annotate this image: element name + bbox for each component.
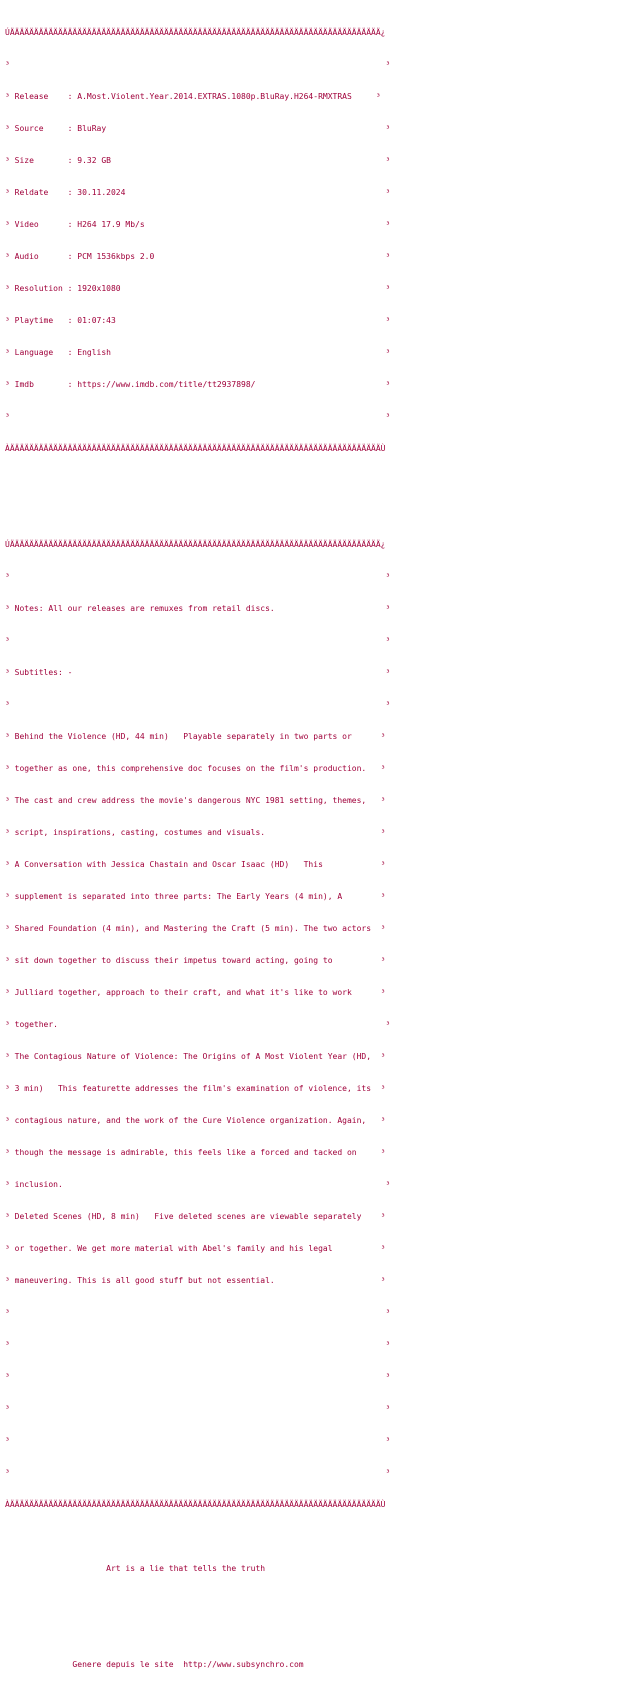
spacer-line (5, 1625, 390, 1641)
info-box-top-border: ÚÄÄÄÄÄÄÄÄÄÄÄÄÄÄÄÄÄÄÄÄÄÄÄÄÄÄÄÄÄÄÄÄÄÄÄÄÄÄÄÄÄÄÄÄÄÄÄÄÄÄÄÄÄÄÄÄÄÄÄÄÄÄÄÄÄÄÄÄÄÄÄÄÄÄÄÄÄ¿ (5, 28, 386, 37)
extras-description-line: ³ supplement is separated into three parts: The Early Years (4 min), A ³ (5, 892, 386, 901)
resolution-line: ³ Resolution : 1920x1080 ³ (5, 284, 391, 293)
video-line: ³ Video : H264 17.9 Mb/s ³ (5, 220, 391, 229)
notes-box-blank-line: ³ ³ (5, 1372, 391, 1381)
spacer-line (5, 505, 390, 521)
notes-box-blank-line: ³ ³ (5, 1308, 391, 1317)
size-line: ³ Size : 9.32 GB ³ (5, 156, 391, 165)
notes-box-blank-line: ³ ³ (5, 1468, 391, 1477)
notes-box-blank-line: ³ ³ (5, 1436, 391, 1445)
extras-description-line: ³ 3 min) This featurette addresses the film's examination of violence, its ³ (5, 1084, 386, 1093)
extras-description-line: ³ though the message is admirable, this feels like a forced and tacked on ³ (5, 1148, 386, 1157)
reldate-line: ³ Reldate : 30.11.2024 ³ (5, 188, 391, 197)
extras-description-line: ³ together as one, this comprehensive doc focuses on the film's production. ³ (5, 764, 386, 773)
info-box-blank-line: ³ ³ (5, 412, 391, 421)
imdb-line: ³ Imdb : https://www.imdb.com/title/tt2937898/ ³ (5, 380, 391, 389)
notes-box-blank-line: ³ ³ (5, 572, 391, 581)
extras-description-line: ³ Behind the Violence (HD, 44 min) Playable separately in two parts or ³ (5, 732, 386, 741)
nfo-text-block (5, 25, 390, 1689)
source-line: ³ Source : BluRay ³ (5, 124, 391, 133)
notes-line: ³ Notes: All our releases are remuxes from retail discs. ³ (5, 604, 391, 613)
spacer-line (5, 1529, 390, 1545)
playtime-line: ³ Playtime : 01:07:43 ³ (5, 316, 391, 325)
extras-description-line: ³ Deleted Scenes (HD, 8 min) Five deleted scenes are viewable separately ³ (5, 1212, 386, 1221)
spacer-line (5, 473, 390, 489)
extras-description-line: ³ inclusion. ³ (5, 1180, 391, 1189)
notes-box-blank-line: ³ ³ (5, 700, 391, 709)
extras-description-line: ³ The cast and crew address the movie's dangerous NYC 1981 setting, themes, ³ (5, 796, 386, 805)
extras-description-line: ³ script, inspirations, casting, costumes and visuals. ³ (5, 828, 386, 837)
extras-description-line: ³ sit down together to discuss their impetus toward acting, going to ³ (5, 956, 386, 965)
generator-credit-line: Genere depuis le site http://www.subsynchro.com (5, 1660, 304, 1669)
spacer-line (5, 1593, 390, 1609)
info-box-blank-line: ³ ³ (5, 60, 391, 69)
notes-box-blank-line: ³ ³ (5, 636, 391, 645)
release-line: ³ Release : A.Most.Violent.Year.2014.EXTRAS.1080p.BluRay.H264-RMXTRAS ³ (5, 92, 381, 101)
extras-description-line: ³ Julliard together, approach to their craft, and what it's like to work ³ (5, 988, 386, 997)
extras-description-line: ³ A Conversation with Jessica Chastain and Oscar Isaac (HD) This ³ (5, 860, 386, 869)
extras-description-line: ³ together. ³ (5, 1020, 391, 1029)
extras-description-line: ³ The Contagious Nature of Violence: The Origins of A Most Violent Year (HD, ³ (5, 1052, 386, 1061)
subtitles-line: ³ Subtitles: - ³ (5, 668, 391, 677)
extras-description-line: ³ Shared Foundation (4 min), and Mastering the Craft (5 min). The two actors ³ (5, 924, 386, 933)
info-box-bottom-border: ÀÄÄÄÄÄÄÄÄÄÄÄÄÄÄÄÄÄÄÄÄÄÄÄÄÄÄÄÄÄÄÄÄÄÄÄÄÄÄÄÄÄÄÄÄÄÄÄÄÄÄÄÄÄÄÄÄÄÄÄÄÄÄÄÄÄÄÄÄÄÄÄÄÄÄÄÄÄÙ (5, 444, 386, 453)
extras-description-line: ³ maneuvering. This is all good stuff but not essential. ³ (5, 1276, 386, 1285)
notes-box-blank-line: ³ ³ (5, 1340, 391, 1349)
language-line: ³ Language : English ³ (5, 348, 391, 357)
extras-description-line: ³ or together. We get more material with Abel's family and his legal ³ (5, 1244, 386, 1253)
notes-box-top-border: ÚÄÄÄÄÄÄÄÄÄÄÄÄÄÄÄÄÄÄÄÄÄÄÄÄÄÄÄÄÄÄÄÄÄÄÄÄÄÄÄÄÄÄÄÄÄÄÄÄÄÄÄÄÄÄÄÄÄÄÄÄÄÄÄÄÄÄÄÄÄÄÄÄÄÄÄÄÄ¿ (5, 540, 386, 549)
notes-box-bottom-border: ÀÄÄÄÄÄÄÄÄÄÄÄÄÄÄÄÄÄÄÄÄÄÄÄÄÄÄÄÄÄÄÄÄÄÄÄÄÄÄÄÄÄÄÄÄÄÄÄÄÄÄÄÄÄÄÄÄÄÄÄÄÄÄÄÄÄÄÄÄÄÄÄÄÄÄÄÄÄÙ (5, 1500, 386, 1509)
extras-description-line: ³ contagious nature, and the work of the Cure Violence organization. Again, ³ (5, 1116, 386, 1125)
notes-box-blank-line: ³ ³ (5, 1404, 391, 1413)
audio-line: ³ Audio : PCM 1536kbps 2.0 ³ (5, 252, 391, 261)
quote-line: Art is a lie that tells the truth (5, 1564, 266, 1573)
